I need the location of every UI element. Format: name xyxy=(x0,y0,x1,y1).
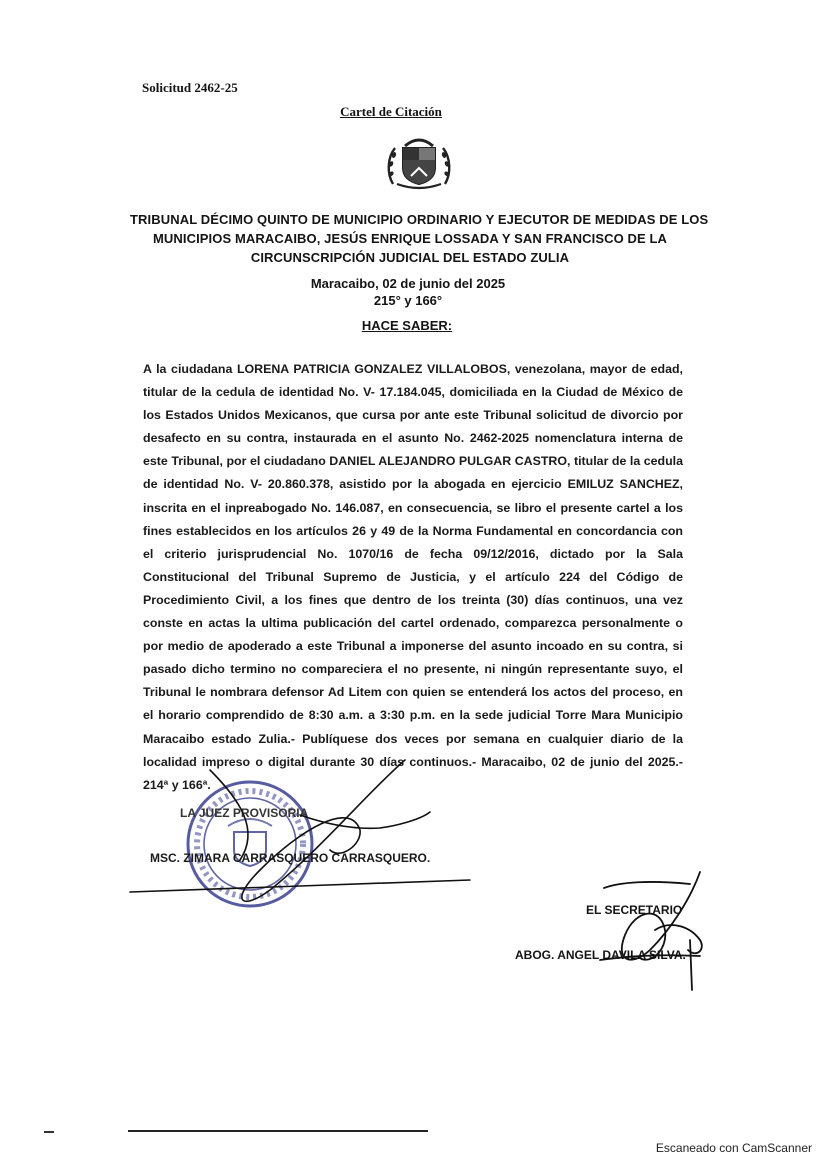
judge-title: LA JUEZ PROVISORIA xyxy=(180,806,309,820)
coat-of-arms-icon xyxy=(383,134,455,190)
document-title-text: Cartel de Citación xyxy=(340,104,442,119)
secretary-title: EL SECRETARIO xyxy=(586,903,683,917)
date-block xyxy=(0,275,826,309)
place-date: Maracaibo, 02 de junio del 2025 xyxy=(310,276,506,291)
request-number: Solicitud 2462-25 xyxy=(142,80,238,95)
patriotic-years: 215° y 166° xyxy=(373,293,443,308)
hace-saber-heading xyxy=(0,318,826,333)
court-line: MUNICIPIOS MARACAIBO, JESÚS ENRIQUE LOSSADA Y SAN FRANCISCO DE LA xyxy=(152,231,668,246)
court-name xyxy=(130,210,709,267)
judge-name: MSC. ZIMARA CARRASQUERO CARRASQUERO. xyxy=(150,851,431,865)
secretary-name: ABOG. ANGEL DAVILA SILVA. xyxy=(515,948,686,962)
body-paragraph: A la ciudadana LORENA PATRICIA GONZALEZ VILLALOBOS, venezolana, mayor de edad, titular de la cedula de identidad No. V- 17.184.045, domiciliada en la Ciudad de México de los Estados Unidos Mexicanos, que cursa por ante este Tribunal solicitud de divorcio por desafecto en su contra, instaurada en el asunto No. 2462-2025 nomenclatura interna de este Tribunal, por el ciudadano DANIEL ALEJANDRO PULGAR CASTRO, titular de la cedula de identidad No. V- 20.860.378, asistido por la abogada en ejercicio EMILUZ SANCHEZ, inscrita en el inpreabogado No. 146.087, en consecuencia, se libro el presente cartel a los fines establecidos en los artículos 26 y 49 de la Norma Fundamental en concordancia con el criterio jurisprudencial No. 1070/16 de fecha 09/12/2016, dictado por la Sala Constitucional del Tribunal Supremo de Justicia, y el artículo 224 del Código de Procedimiento Civil, a los fines que dentro de los treinta (30) días continuos, una vez conste en actas la ultima publicación del cartel ordenado, comparezca personalmente o por medio de apoderado a este Tribunal a imponerse del asunto incoado en su contra, si pasado dicho termino no compareciera el no presente, ni ningún representante suyo, el Tribunal le nombrara defensor Ad Litem con quien se entenderá los actos del proceso, en el horario comprendido de 8:30 a.m. a 3:30 p.m. en la sede judicial Torre Mara Municipio Maracaibo estado Zulia.- Publíquese dos veces por semana en cualquier diario de la localidad impreso o digital durante 30 días continuos.- Maracaibo, 02 de junio del 2025.- 214ª y 166ª. xyxy=(143,362,683,792)
footer-mark xyxy=(44,1131,54,1133)
hace-saber-text: HACE SABER: xyxy=(361,318,453,333)
court-stamp-icon xyxy=(168,770,328,920)
document-title xyxy=(0,104,826,120)
court-line: CIRCUNSCRIPCIÓN JUDICIAL DEL ESTADO ZULIA xyxy=(250,250,570,265)
footer-rule xyxy=(128,1130,428,1132)
scanner-watermark: Escaneado con CamScanner xyxy=(655,1141,812,1155)
secretary-signature xyxy=(600,872,702,990)
court-line: TRIBUNAL DÉCIMO QUINTO DE MUNICIPIO ORDINARIO Y EJECUTOR DE MEDIDAS DE LOS xyxy=(130,212,709,227)
